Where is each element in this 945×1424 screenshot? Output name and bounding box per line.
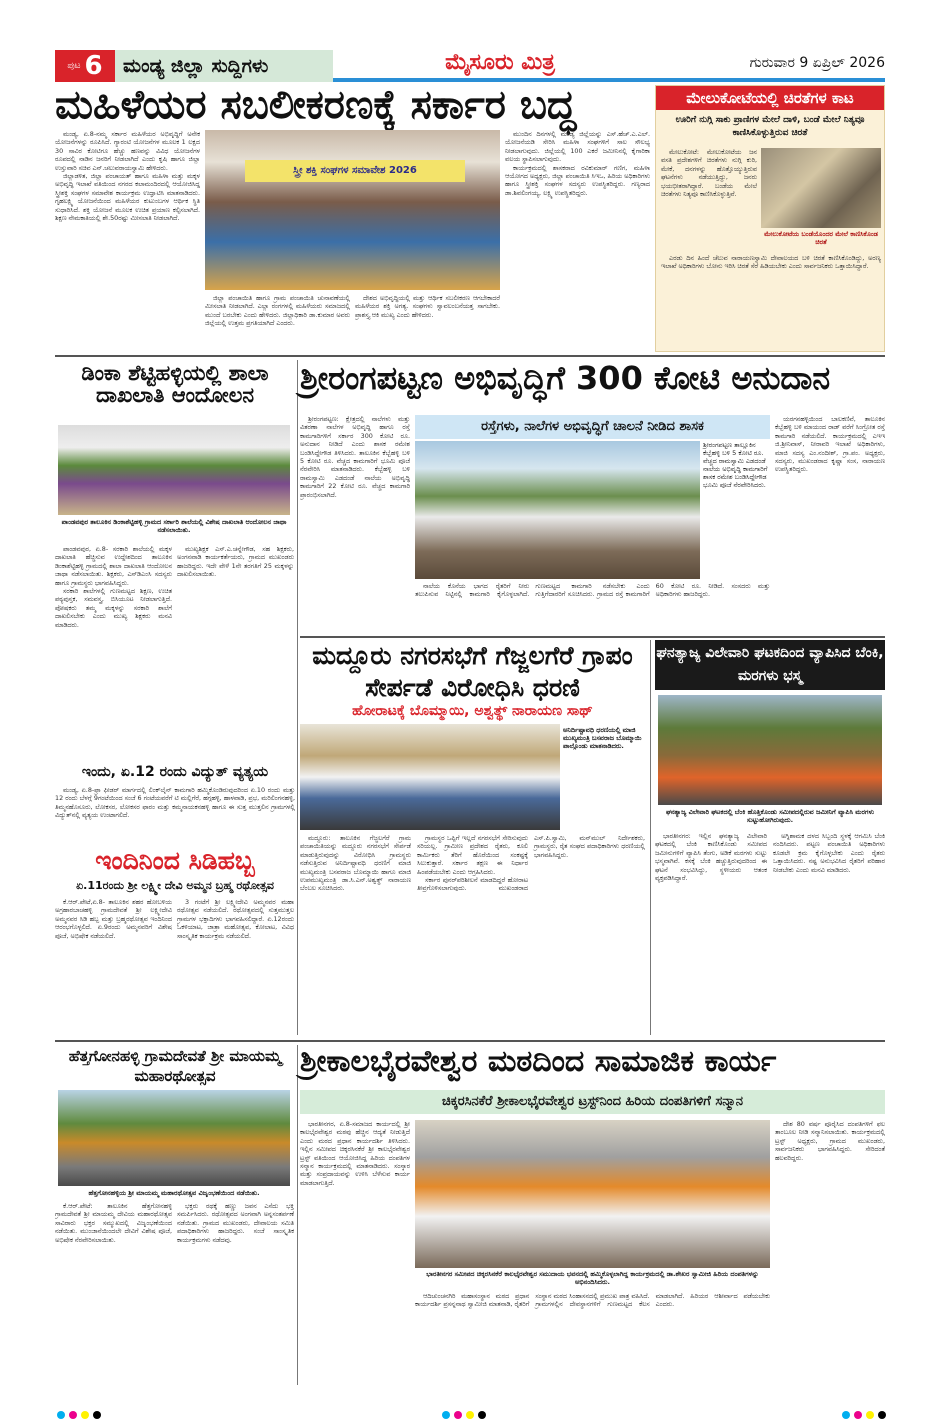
leopard-story [655, 85, 885, 352]
dinka-photo [58, 425, 290, 515]
dinka-headline: ಡಿಂಕಾ ಶೆಟ್ಟಿಹಳ್ಳಿಯಲ್ಲಿ ಶಾಲಾ ದಾಖಲಾತಿ ಆಂದೋಲನ [81, 361, 269, 408]
page-number-badge [55, 50, 115, 82]
maddur-subhead: ಹೋರಾಟಕ್ಕೆ ಬೊಮ್ಮಾಯಿ, ಅಶ್ವತ್ಥ್ ನಾರಾಯಣ ಸಾಥ್ [352, 703, 593, 719]
page-label: ಪುಟ [67, 61, 81, 71]
lead-body: ಮಂಡ್ಯ, ಏ.8-ನಮ್ಮ ಸರ್ಕಾರ ಮಹಿಳೆಯರ ಅಭಿವೃದ್ಧಿಗೆ ಅನೇಕ ಯೋಜನೆಗಳನ್ನು ರೂಪಿಸಿದೆ. ಗ್ಯಾರಂಟಿ ಯೋಜನೆಗಳ ಮೂಲಕ 1 ಲಕ್ಷದ 30 ಸಾವಿರ ಕೋಟಿಗೂ ಹೆಚ್ಚು ಹಣವನ್ನು ವಿವಿಧ ಯೋಜನೆಗಳ ರೂಪದಲ್ಲಿ ನಾಡಿನ ಜನರಿಗೆ ನೀಡಲಾಗಿದೆ ಎಂದು ಕೃಷಿ ಹಾಗೂ ಜಿಲ್ಲಾ ಉಸ್ತುವಾರಿ ಸಚಿವ ಎನ್.ಚಲುವರಾಯಸ್ವಾಮಿ ಹೇಳಿದರು. ಜಿಲ್ಲಾಡಳಿತ, ಜಿಲ್ಲಾ ಪಂಚಾಯತ್ ಹಾಗೂ ಮಹಿಳಾ ಮತ್ತು ಮಕ್ಕಳ ಅಭಿವೃದ್ಧಿ ಇಲಾಖೆ ವತಿಯಿಂದ ನಗರದ ಕಲಾಮಂದಿರದಲ್ಲಿ ಆಯೋಜಿಸಿದ್ದ ಸ್ತ್ರೀಶಕ್ತಿ ಸಂಘಗಳ ಸಮಾವೇಶ ಕಾರ್ಯಕ್ರಮ ಉದ್ಘಾಟಿಸಿ ಮಾತನಾಡಿದರು. ಗೃಹಲಕ್ಷ್ಮಿ ಯೋಜನೆಯಿಂದ ಮಹಿಳೆಯರ ಕುಟುಂಬಗಳ ಆರ್ಥಿಕ ಸ್ಥಿತಿ ಸುಧಾರಿಸಿದೆ. ಶಕ್ತಿ ಯೋಜನೆ ಮೂಲಕ ಉಚಿತ ಪ್ರಯಾಣ ಕಲ್ಪಿಸಲಾಗಿದೆ. ಶಿಕ್ಷಣ ನೇಮಕಾತಿಯಲ್ಲಿ ಶೇ.50ರಷ್ಟು ಮೀಸಲಾತಿ ನೀಡಲಾಗಿದೆ. [55, 130, 200, 223]
sidi-body: ಕೆ.ಆರ್.ಪೇಟೆ,ಏ.8- ತಾಲೂಕಿನ ಶಹರ ಹೋಬಳಿಯ ಅಗ್ರಹಾರಬಾಚಹಳ್ಳಿ ಗ್ರಾಮದೇವತೆ ಶ್ರೀ ಲಕ್ಷ್ಮೀದೇವಿ ಅಮ್ಮನವರ ಸಿಡಿ ಹಬ್ಬ ಮತ್ತು ಬ್ರಹ್ಮರಥೋತ್ಸವ ಇಂದಿನಿಂದ ಆರಂಭಗೊಳ್ಳಲಿದೆ. ಏ.9ರಂದು ಅಮ್ಮನವರಿಗೆ ವಿಶೇಷ ಪೂಜೆ, ಅಭಿಷೇಕ ನಡೆಯಲಿದೆ. [55, 898, 172, 940]
leopard-photo [761, 148, 881, 228]
lead-body-2: ಜಿಲ್ಲಾ ಪಂಚಾಯಿತಿ ಹಾಗೂ ಗ್ರಾಮ ಪಂಚಾಯಿತಿ ಚುನಾವಣೆಯಲ್ಲಿ ಮೀಸಲಾತಿ ನೀಡಲಾಗಿದೆ. ಎಲ್ಲಾ ರಂಗಗಳಲ್ಲಿ ಮಹಿಳೆಯರು ಸಮಾಜದಲ್ಲಿ ಮುಂದೆ ಬರಬೇಕು ಎಂದು ಹೇಳಿದರು. ಜಿಲ್ಲಾಧಿಕಾರಿ ಡಾ.ಕುಮಾರ ಅವರು ಜಿಲ್ಲೆಯಲ್ಲಿ ಉತ್ತಮ ಪ್ರಗತಿಯಾಗಿದೆ ಎಂದರು. [205, 294, 350, 328]
mayamma-body-2: ಭಕ್ತರು ರಥಕ್ಕೆ ಹಣ್ಣು ಜವನ ಎಸೆದು ಭಕ್ತಿ ಸಮರ್ಪಿಸಿದರು. ರಥೋತ್ಸವದ ಅಂಗವಾಗಿ ಅನ್ನಸಂತರ್ಪಣೆ ನಡೆಯಿತು. ಗ್ರಾಮದ ಮುಖಂಡರು, ದೇವಾಲಯ ಸಮಿತಿ ಪದಾಧಿಕಾರಿಗಳು ಹಾಜರಿದ್ದರು. ಸಂಜೆ ಸಾಂಸ್ಕೃತಿಕ ಕಾರ್ಯಕ್ರಮಗಳು ನಡೆದವು. [177, 1202, 294, 1244]
srirangapatna-body-2: ನಾಲೆಯ ಕೊನೆಯ ಭಾಗದ ರೈತರಿಗೆ ನೀರು ತಲುಪಿಸುವ ನಿಟ್ಟಿನಲ್ಲಿ ಕಾಮಗಾರಿ ಕೈಗೊಳ್ಳಲಾಗಿದೆ. ಗುಣಮಟ್ಟದ ಕಾಮಗಾರಿ ನಡೆಸಬೇಕು ಎಂದು ಗುತ್ತಿಗೆದಾರರಿಗೆ ಸೂಚಿಸಿದರು. ಗ್ರಾಮದ ರಸ್ತೆ ಕಾಮಗಾರಿಗೆ 60 ಕೋಟಿ ರೂ. ನೀಡಿದೆ. ಸಂಸದರು ಮತ್ತು ಅಧಿಕಾರಿಗಳು ಹಾಜರಿದ್ದರು. [415, 582, 770, 599]
registration-marks [440, 1404, 488, 1423]
dinka-body-2: ಮುಖ್ಯಶಿಕ್ಷಕ ಎಸ್.ಎ.ಚನ್ನೇಗೌಡ, ಸಹ ಶಿಕ್ಷಕರು, ಅಂಗನವಾಡಿ ಕಾರ್ಯಕರ್ತೆಯರು, ಗ್ರಾಮದ ಮುಖಂಡರು ಹಾಜರಿದ್ದರು. ಇದೇ ವೇಳೆ 1ನೇ ತರಗತಿಗೆ 25 ಮಕ್ಕಳನ್ನು ದಾಖಲಿಸಲಾಯಿತು. [177, 545, 294, 579]
kalabhairava-headline: ಶ್ರೀಕಾಲಭೈರವೇಶ್ವರ ಮಠದಿಂದ ಸಾಮಾಜಿಕ ಕಾರ್ಯ [300, 1044, 777, 1079]
kalabhairava-caption: ಭಾರತೀನಗರ ಸಮೀಪದ ಚಿಕ್ಕರಸಿನಕೆರೆ ಕಾಲಭೈರವೇಶ್ವರ ಸಮುದಾಯ ಭವನದಲ್ಲಿ ಹಮ್ಮಿಕೊಳ್ಳಲಾಗಿದ್ದ ಕಾರ್ಯಕ್ರಮದಲ್ಲಿ ಡಾ.ಶೇಖರ ಸ್ವಾಮೀಜಿ ಹಿರಿಯ ದಂಪತಿಗಳನ್ನು ಅಭಿನಂದಿಸಿದರು. [426, 1270, 759, 1286]
registration-marks [55, 1404, 103, 1423]
srirangapatna-photo [415, 441, 700, 579]
maddur-body: ಮದ್ದೂರು: ತಾಲೂಕಿನ ಗೆಜ್ಜಲಗೆರೆ ಗ್ರಾಮ ಪಂಚಾಯಿತಿಯನ್ನು ಮದ್ದೂರು ನಗರಸಭೆಗೆ ಸೇರ್ಪಡೆ ಮಾಡುತ್ತಿರುವುದನ್ನು ವಿರೋಧಿಸಿ ಗ್ರಾಮಸ್ಥರು ನಡೆಸುತ್ತಿರುವ ಅನಿರ್ದಿಷ್ಟಾವಧಿ ಧರಣಿಗೆ ಮಾಜಿ ಮುಖ್ಯಮಂತ್ರಿ ಬಸವರಾಜ ಬೊಮ್ಮಾಯಿ ಹಾಗೂ ಮಾಜಿ ಉಪಮುಖ್ಯಮಂತ್ರಿ ಡಾ.ಸಿ.ಎನ್.ಅಶ್ವತ್ಥ್ ನಾರಾಯಣ ಬೆಂಬಲ ಸೂಚಿಸಿದರು. ಗ್ರಾಮಸ್ಥರ ಒಪ್ಪಿಗೆ ಇಲ್ಲದೆ ನಗರಸಭೆಗೆ ಸೇರಿಸುವುದು ಸರಿಯಲ್ಲ. ಗ್ರಾಮೀಣ ಪ್ರದೇಶದ ರೈತರು, ಕೂಲಿ ಕಾರ್ಮಿಕರು ತೆರಿಗೆ ಹೊರೆಯಿಂದ ಸಂಕಷ್ಟಕ್ಕೆ ಸಿಲುಕುತ್ತಾರೆ. ಸರ್ಕಾರ ತಕ್ಷಣ ಈ ನಿರ್ಧಾರ ಹಿಂಪಡೆಯಬೇಕು ಎಂದು ಆಗ್ರಹಿಸಿದರು. ಸರ್ಕಾರ ಪುನರ್‌ಪರಿಶೀಲನೆ ಮಾಡದಿದ್ದರೆ ಹೋರಾಟ ತೀವ್ರಗೊಳಿಸಲಾಗುವುದು. ಮುಖಂಡರಾದ ಎಸ್.ಪಿ.ಸ್ವಾಮಿ, ಮನ್‌ಮುಲ್ ನಿರ್ದೇಶಕರು, ಗ್ರಾಮಸ್ಥರು, ರೈತ ಸಂಘದ ಪದಾಧಿಕಾರಿಗಳು ಧರಣಿಯಲ್ಲಿ ಭಾಗವಹಿಸಿದ್ದರು. [300, 834, 645, 893]
registration-marks [840, 1404, 888, 1423]
waste-body: ಭಾರತೀನಗರ: ಇಲ್ಲಿನ ಘನತ್ಯಾಜ್ಯ ವಿಲೇವಾರಿ ಘಟಕದಲ್ಲಿ ಬೆಂಕಿ ಕಾಣಿಸಿಕೊಂಡು ಸಮೀಪದ ಜಮೀನುಗಳಿಗೆ ವ್ಯಾಪಿಸಿ ತೆಂಗು, ಅಡಿಕೆ ಮರಗಳು ಸುಟ್ಟು ಭಸ್ಮವಾಗಿವೆ. ಕಸಕ್ಕೆ ಬೆಂಕಿ ಹಚ್ಚುತ್ತಿರುವುದರಿಂದ ಈ ಘಟನೆ ಸಂಭವಿಸಿದ್ದು, ಸ್ಥಳೀಯರು ಆತಂಕ ವ್ಯಕ್ತಪಡಿಸಿದ್ದಾರೆ. ಅಗ್ನಿಶಾಮಕ ದಳದ ಸಿಬ್ಬಂದಿ ಸ್ಥಳಕ್ಕೆ ಆಗಮಿಸಿ ಬೆಂಕಿ ನಂದಿಸಿದರು. ಪಟ್ಟಣ ಪಂಚಾಯಿತಿ ಅಧಿಕಾರಿಗಳು ಕೂಡಲೇ ಕ್ರಮ ಕೈಗೊಳ್ಳಬೇಕು ಎಂದು ರೈತರು ಒತ್ತಾಯಿಸಿದರು. ನಷ್ಟ ಅನುಭವಿಸಿದ ರೈತರಿಗೆ ಪರಿಹಾರ ನೀಡಬೇಕು ಎಂದು ಮನವಿ ಮಾಡಿದರು. [655, 832, 885, 883]
srirangapatna-subhead: ರಸ್ತೆಗಳು, ನಾಲೆಗಳ ಅಭಿವೃದ್ಧಿಗೆ ಚಾಲನೆ ನೀಡಿದ ಶಾಸಕ [415, 415, 770, 439]
kalabhairava-photo [415, 1120, 770, 1268]
mayamma-photo [58, 1090, 290, 1186]
column-rule [297, 360, 298, 1035]
dinka-caption: ಪಾಂಡವಪುರ ತಾಲೂಕಿನ ಡಿಂಕಾಶೆಟ್ಟಿಹಳ್ಳಿ ಗ್ರಾಮದ ಸರ್ಕಾರಿ ಶಾಲೆಯಲ್ಲಿ ವಿಶೇಷ ದಾಖಲಾತಿ ಆಂದೋಲನ ಜಾಥಾ ನಡೆಸಲಾಯಿತು. [61, 518, 287, 534]
sidi-subhead: ಏ.11ರಂದು ಶ್ರೀ ಲಕ್ಷ್ಮೀ ದೇವಿ ಅಮ್ಮನ ಬ್ರಹ್ಮ ರಥೋತ್ಸವ [76, 879, 274, 892]
divider [55, 1040, 885, 1042]
lead-body-3: ದೇಶದ ಅಭಿವೃದ್ಧಿಯಲ್ಲಿ ಮತ್ತು ಆರ್ಥಿಕ ಸಬಲೀಕರಣ ಆಗಬೇಕಾದರೆ ಮಹಿಳೆಯರ ಶಕ್ತಿ ಅಗತ್ಯ. ಸಂಘಗಳು ಸ್ವಾವಲಂಬನೆಯತ್ತ ಸಾಗಬೇಕು. ಪ್ರಾಶಸ್ತ್ಯ ಆಕಿ ಮುಖ್ಯ ಎಂದು ಹೇಳಿದರು. [355, 294, 500, 319]
power-headline: ಇಂದು, ಏ.12 ರಂದು ವಿದ್ಯುತ್ ವ್ಯತ್ಯಯ [81, 764, 269, 780]
column-rule [650, 640, 651, 1035]
waste-headline: ಘನತ್ಯಾಜ್ಯ ವಿಲೇವಾರಿ ಘಟಕದಿಂದ ವ್ಯಾಪಿಸಿದ ಬೆಂಕಿ, ಮರಗಳು ಭಸ್ಮ [655, 640, 885, 690]
waste-photo [658, 695, 882, 805]
mayamma-body: ಕೆ.ಆರ್.ಪೇಟೆ: ತಾಲೂಕಿನ ಹೆತ್ತಗೋನಹಳ್ಳಿ ಗ್ರಾಮದೇವತೆ ಶ್ರೀ ಮಾಯಮ್ಮ ದೇವಿಯ ಮಹಾರಥೋತ್ಸವ ಸಾವಿರಾರು ಭಕ್ತರ ಸಮ್ಮುಖದಲ್ಲಿ ವಿಜೃಂಭಣೆಯಿಂದ ನಡೆಯಿತು. ಮುಂಜಾನೆಯಿಂದಲೇ ದೇವಿಗೆ ವಿಶೇಷ ಪೂಜೆ, ಅಭಿಷೇಕ ನೆರವೇರಿಸಲಾಯಿತು. [55, 1202, 172, 1244]
section-title: ಮಂಡ್ಯ ಜಿಲ್ಲಾ ಸುದ್ದಿಗಳು [115, 50, 333, 82]
divider [55, 355, 885, 357]
srirangapatna-body: ಶ್ರೀರಂಗಪಟ್ಟಣ: ಕ್ಷೇತ್ರದಲ್ಲಿ ನಾಲೆಗಳು ಮತ್ತು ವಿತರಣಾ ನಾಲೆಗಳ ಅಭಿವೃದ್ಧಿ ಹಾಗೂ ರಸ್ತೆ ಕಾಮಗಾರಿಗಳಿಗೆ ಸರ್ಕಾರ 300 ಕೋಟಿ ರೂ. ಅನುದಾನ ನೀಡಿದೆ ಎಂದು ಶಾಸಕ ರಮೇಶ ಬಂಡಿಸಿದ್ದೇಗೌಡ ತಿಳಿಸಿದರು. ತಾಲೂಕಿನ ಕೆಬ್ಬೆಹಳ್ಳಿ ಬಳಿ 5 ಕೋಟಿ ರೂ. ವೆಚ್ಚದ ಕಾಮಗಾರಿಗೆ ಭೂಮಿ ಪೂಜೆ ನೆರವೇರಿಸಿ ಮಾತನಾಡಿದರು. ಕೆಬ್ಬೆಹಳ್ಳಿ ಬಳಿ ರಾಮಸ್ವಾಮಿ ಎಡದಂಡೆ ನಾಲೆಯ ಅಭಿವೃದ್ಧಿ ಕಾಮಗಾರಿಗೆ 22 ಕೋಟಿ ರೂ. ವೆಚ್ಚದ ಕಾಮಗಾರಿ ಪ್ರಾರಂಭಿಸಲಾಗಿದೆ. [300, 415, 410, 499]
dinka-body: ಪಾಂಡವಪುರ, ಏ.8- ಸರಕಾರಿ ಶಾಲೆಯಲ್ಲಿ ಮಕ್ಕಳ ದಾಖಲಾತಿ ಹೆಚ್ಚಿಸುವ ಉದ್ದೇಶದಿಂದ ತಾಲೂಕಿನ ಡಿಂಕಾಶೆಟ್ಟಿಹಳ್ಳಿ ಗ್ರಾಮದಲ್ಲಿ ಶಾಲಾ ದಾಖಲಾತಿ ಆಂದೋಲನ ಜಾಥಾ ನಡೆಸಲಾಯಿತು. ಶಿಕ್ಷಕರು, ಎಸ್‌ಡಿಎಂಸಿ ಸದಸ್ಯರು ಹಾಗೂ ಗ್ರಾಮಸ್ಥರು ಭಾಗವಹಿಸಿದ್ದರು. ಸರಕಾರಿ ಶಾಲೆಗಳಲ್ಲಿ ಗುಣಮಟ್ಟದ ಶಿಕ್ಷಣ, ಉಚಿತ ಪಠ್ಯಪುಸ್ತಕ, ಸಮವಸ್ತ್ರ, ಬಿಸಿಯೂಟ ನೀಡಲಾಗುತ್ತಿದೆ. ಪೋಷಕರು ತಮ್ಮ ಮಕ್ಕಳನ್ನು ಸರಕಾರಿ ಶಾಲೆಗೆ ದಾಖಲಿಸಬೇಕು ಎಂದು ಮುಖ್ಯ ಶಿಕ್ಷಕರು ಮನವಿ ಮಾಡಿದರು. [55, 545, 172, 629]
lead-photo [205, 130, 500, 290]
kalabhairava-body-2: ಆದಿಚುಂಚನಗಿರಿ ಮಹಾಸಂಸ್ಥಾನ ಮಠದ ಪ್ರಧಾನ ಕಾರ್ಯದರ್ಶಿ ಪ್ರಸನ್ನನಾಥ ಸ್ವಾಮೀಜಿ ಮಾತನಾಡಿ, ರೈತರಿಗೆ ಸಂಸ್ಥಾನ ಮಠದ ಸಿಂಹಾಸನದಲ್ಲಿ ಪ್ರಮುಖ ಪಾತ್ರ ವಹಿಸಿದೆ. ಗ್ರಾಮಗಳಲ್ಲಿನ ದೇವಸ್ಥಾನಗಳಿಗೆ ಗುಣಮಟ್ಟದ ಕೆಲಸ ಮಾಡಲಾಗಿದೆ. ಹಿರಿಯರ ಆಶೀರ್ವಾದ ಪಡೆಯಬೇಕು ಎಂದರು. [415, 1292, 770, 1309]
kalabhairava-subhead: ಚಿಕ್ಕರಸಿನಕೆರೆ ಶ್ರೀಕಾಲಭೈರವೇಶ್ವರ ಟ್ರಸ್ಟ್‌ನಿಂದ ಹಿರಿಯ ದಂಪತಿಗಳಿಗೆ ಸನ್ಮಾನ [300, 1090, 885, 1114]
leopard-caption: ಮೇಲುಕೋಟೆಯ ಬಂಡೆಯೊಂದರ ಮೇಲೆ ಕಾಣಿಸಿಕೊಂಡ ಚಿರತೆ [764, 230, 878, 246]
issue-date: ಗುರುವಾರ 9 ಏಪ್ರಿಲ್ 2026 [749, 55, 885, 71]
mayamma-caption: ಹೆತ್ತಗೋನಹಳ್ಳಿಯ ಶ್ರೀ ಮಾಯಮ್ಮ ಮಹಾರಥೋತ್ಸವ ವಿಜೃಂಭಣೆಯಿಂದ ನಡೆಯಿತು. [88, 1189, 260, 1197]
power-body: ಮಂಡ್ಯ, ಏ.8-ಫ್ರಾ ಫೀಡರ್ ಮಾರ್ಗದಲ್ಲಿ ಲಿಂಕ್‌ಲೈನ್ ಕಾಮಗಾರಿ ಹಮ್ಮಿಕೊಂಡಿರುವುದರಿಂದ ಏ.10 ರಂದು ಮತ್ತು 12 ರಂದು ಬೆಳಗ್ಗೆ 9ಗಂಟೆಯಿಂದ ಸಂಜೆ 6 ಗಂಟೆಯವರೆಗೆ ಟಿ ಮಲ್ಲಿಗೆರೆ, ಹಗ್ಗಹಳ್ಳಿ, ಹಾಳವಾಡಿ, ಪ್ರಭ, ಮರಿಲಿಂಗನಹಳ್ಳಿ, ತಿಮ್ಮನಹೊಸೂರು, ಲೋಕಸರ, ಲೋಕಸರ ಫಾರಂ ಮತ್ತು ಕಮ್ಮನಾಯಕನಹಳ್ಳಿ ಹಾಗೂ ಈ ಸುತ್ತ ಮುತ್ತಲಿನ ಗ್ರಾಮಗಳಲ್ಲಿ ವಿದ್ಯುತ್‌ನಲ್ಲಿ ವ್ಯತ್ಯಯ ಉಂಟಾಗಲಿದೆ. [55, 786, 295, 820]
leopard-headline: ಮೇಲುಕೋಟೆಯಲ್ಲಿ ಚಿರತೆಗಳ ಕಾಟ [656, 86, 884, 110]
srirangapatna-headline: ಶ್ರೀರಂಗಪಟ್ಟಣ ಅಭಿವೃದ್ಧಿಗೆ 300 ಕೋಟಿ ಅನುದಾನ [300, 359, 831, 397]
lead-headline: ಮಹಿಳೆಯರ ಸಬಲೀಕರಣಕ್ಕೆ ಸರ್ಕಾರ ಬದ್ಧ [55, 82, 576, 128]
leopard-subhead: ಊರಿಗೆ ನುಗ್ಗಿ ಸಾಕು ಪ್ರಾಣಿಗಳ ಮೇಲೆ ದಾಳಿ, ಬಂಡೆ ಮೇಲೆ ನಿತ್ಯವೂ ಕಾಣಿಸಿಕೊಳ್ಳುತ್ತಿರುವ ಚಿರತೆ [675, 115, 865, 138]
page-number: 6 [84, 51, 103, 81]
masthead-logo: ಮೈಸೂರು ಮಿತ್ರ [445, 50, 555, 75]
waste-caption: ಘನತ್ಯಾಜ್ಯ ವಿಲೇವಾರಿ ಘಟಕದಲ್ಲಿ ಬೆಂಕಿ ಹೊತ್ತಿಕೊಂಡು ಸಮೀಪದಲ್ಲಿರುವ ಜಮೀನಿಗೆ ವ್ಯಾಪಿಸಿ ಮರಗಳು ಸುಟ್ಟುಹೋಗಿರುವುದು. [665, 808, 875, 824]
divider [300, 636, 885, 638]
column-rule [297, 1045, 298, 1385]
leopard-body-2: ಎರಡು ದಿನ ಹಿಂದೆ ಚೆಲುವ ನಾರಾಯಣಸ್ವಾಮಿ ದೇವಾಲಯದ ಬಳಿ ಚಿರತೆ ಕಾಣಿಸಿಕೊಂಡಿದ್ದು, ಅರಣ್ಯ ಇಲಾಖೆ ಅಧಿಕಾರಿಗಳು ಬೋನು ಇರಿಸಿ ಚಿರತೆ ಸೆರೆ ಹಿಡಿಯಬೇಕು ಎಂದು ಸಾರ್ವಜನಿಕರು ಒತ್ತಾಯಿಸಿದ್ದಾರೆ. [661, 254, 881, 271]
maddur-photo [300, 724, 560, 830]
photo-banner-text: ಸ್ತ್ರೀ ಶಕ್ತಿ ಸಂಘಗಳ ಸಮಾವೇಶ 2026 [245, 160, 465, 182]
sidi-body-2: 3 ಗಂಟೆಗೆ ಶ್ರೀ ಲಕ್ಷ್ಮೀದೇವಿ ಅಮ್ಮನವರ ಮಹಾ ರಥೋತ್ಸವ ನಡೆಯಲಿದೆ. ರಥೋತ್ಸವದಲ್ಲಿ ಸುತ್ತಮುತ್ತಲ ಗ್ರಾಮಗಳ ಭಕ್ತಾದಿಗಳು ಭಾಗವಹಿಸಲಿದ್ದಾರೆ. ಏ.12ರಂದು ಓಕಳಿಯಾಟ, ಜಾತ್ರಾ ಮಹೋತ್ಸವ, ಕೋಲಾಟ, ವಿವಿಧ ಸಾಂಸ್ಕೃತಿಕ ಕಾರ್ಯಕ್ರಮ ನಡೆಯಲಿದೆ. [177, 898, 294, 940]
lead-body-4: ಮುಂದಿನ ದಿನಗಳಲ್ಲಿ ಮಂಡ್ಯ ಜಿಲ್ಲೆಯನ್ನು ಎಸ್.ಹೆಚ್.ಎ.ಎಲ್. ಯೋಜನೆಯಡಿ ಸೇರಿಸಿ ಮಹಿಳಾ ಸಂಘಗಳಿಗೆ ಸಾಲ ಸೌಲಭ್ಯ ನೀಡಲಾಗುವುದು. ಜಿಲ್ಲೆಯಲ್ಲಿ 100 ಎಕರೆ ಜಮೀನಿನಲ್ಲಿ ಕೈಗಾರಿಕಾ ವಲಯ ಸ್ಥಾಪಿಸಲಾಗುವುದು. ಕಾರ್ಯಕ್ರಮದಲ್ಲಿ ಶಾಸಕರಾದ ರವಿಕುಮಾರ್ ಗಣಿಗ, ಮಹಿಳಾ ಆಯೋಗದ ಅಧ್ಯಕ್ಷರು, ಜಿಲ್ಲಾ ಪಂಚಾಯಿತಿ ಸಿಇಒ, ಹಿರಿಯ ಅಧಿಕಾರಿಗಳು ಹಾಗೂ ಸ್ತ್ರೀಶಕ್ತಿ ಸಂಘಗಳ ಸದಸ್ಯರು ಉಪಸ್ಥಿತರಿದ್ದರು. ಗಣ್ಯರಾದ ಡಾ.ಶಿವಲಿಂಗಯ್ಯ, ಲಕ್ಷ್ಮಿ ಉಪಸ್ಥಿತರಿದ್ದರು. [505, 130, 650, 197]
maddur-headline: ಮದ್ದೂರು ನಗರಸಭೆಗೆ ಗೆಜ್ಜಲಗೆರೆ ಗ್ರಾಪಂ ಸೇರ್ಪಡೆ ವಿರೋಧಿಸಿ ಧರಣಿ [312, 641, 633, 702]
srirangapatna-body-3: ಯರಗನಹಳ್ಳಿಯಿಂದ ಬಾಲಕಣಿವೆ, ತಾಲೂಕಿನ ಕೆಬ್ಬೆಹಳ್ಳಿ ಬಳಿ ಮಾಯಂದ ರಾಡ್ ವರೆಗೆ ಸಿಂಗ್ರೋತ ರಸ್ತೆ ಕಾಮಗಾರಿ ನಡೆಯಲಿದೆ. ಕಾರ್ಯಕ್ರಮದಲ್ಲಿ ಎಇಇ ಜಿ.ಶ್ರೀನಿವಾಸ್, ನೀರಾವರಿ ಇಲಾಖೆ ಅಧಿಕಾರಿಗಳು, ಮಾಜಿ ಸದಸ್ಯ ಎಂ.ನಂದೀಶ್, ಗ್ರಾ.ಪಂ. ಅಧ್ಯಕ್ಷರು, ಸದಸ್ಯರು, ಮುಖಂಡರಾದ ಕೃಷ್ಣಾ ಸಂಸ, ನಾರಾಯಣ ಉಪಸ್ಥಿತರಿದ್ದರು. [775, 415, 885, 474]
kalabhairava-body: ಭಾರತೀನಗರ, ಏ.8-ಸಮಾಜದ ಕಾರ್ಯದಲ್ಲಿ ಶ್ರೀ ಕಾಲಭೈರವೇಶ್ವರ ಮಠವು ಹೆಚ್ಚಿನ ಆದ್ಯತೆ ನೀಡುತ್ತಿದೆ ಎಂದು ಮಠದ ಪ್ರಧಾನ ಕಾರ್ಯದರ್ಶಿ ತಿಳಿಸಿದರು. ಇಲ್ಲಿನ ಸಮೀಪದ ಚಿಕ್ಕರಸಿನಕೆರೆ ಶ್ರೀ ಕಾಲಭೈರವೇಶ್ವರ ಟ್ರಸ್ಟ್ ವತಿಯಿಂದ ಆಯೋಜಿಸಿದ್ದ ಹಿರಿಯ ದಂಪತಿಗಳ ಸನ್ಮಾನ ಕಾರ್ಯಕ್ರಮದಲ್ಲಿ ಮಾತನಾಡಿದರು. ಸಂಸ್ಕಾರ ಮತ್ತು ಸಂಪ್ರದಾಯವನ್ನು ಉಳಿಸಿ ಬೆಳೆಸುವ ಕಾರ್ಯ ಮಾಡಲಾಗುತ್ತಿದೆ. [300, 1120, 410, 1187]
srirangapatna-caption: ಶ್ರೀರಂಗಪಟ್ಟಣ ತಾಲ್ಲೂಕಿನ ಕೆಬ್ಬೆಹಳ್ಳಿ ಬಳಿ 5 ಕೋಟಿ ರೂ. ವೆಚ್ಚದ ರಾಮಸ್ವಾಮಿ ಎಡದಂಡೆ ನಾಲೆಯ ಅಭಿವೃದ್ಧಿ ಕಾಮಗಾರಿಗೆ ಶಾಸಕ ರಮೇಶ ಬಂಡಿಸಿದ್ದೇಗೌಡ ಭೂಮಿ ಪೂಜೆ ನೆರವೇರಿಸಿದರು. [703, 441, 768, 489]
leopard-body: ಮೇಲುಕೋಟೆ: ಮೇಲುಕೋಟೆಯ ಜನ ವಸತಿ ಪ್ರದೇಶಗಳಿಗೆ ಚಿರತೆಗಳು ನುಗ್ಗಿ ಕುರಿ, ಮೇಕೆ, ದನಗಳನ್ನು ಹೊತ್ತೊಯ್ಯುತ್ತಿರುವ ಘಟನೆಗಳು ನಡೆಯುತ್ತಿದ್ದು, ಜನರು ಭಯಭೀತರಾಗಿದ್ದಾರೆ. ಬಂಡೆಯ ಮೇಲೆ ಚಿರತೆಗಳು ನಿತ್ಯವೂ ಕಾಣಿಸಿಕೊಳ್ಳುತ್ತಿವೆ. [661, 148, 757, 199]
sidi-headline: ಇಂದಿನಿಂದ ಸಿಡಿಹಬ್ಬ [95, 846, 255, 875]
mayamma-headline: ಹೆತ್ತಗೋನಹಳ್ಳಿ ಗ್ರಾಮದೇವತೆ ಶ್ರೀ ಮಾಯಮ್ಮ ಮಹಾರಥೋತ್ಸವ [68, 1047, 282, 1085]
kalabhairava-body-3: ದೇಶ 80 ವರ್ಷ ಪೂರೈಸಿದ ದಂಪತಿಗಳಿಗೆ ಫಲ ತಾಂಬೂಲ ನೀಡಿ ಸನ್ಮಾನಿಸಲಾಯಿತು. ಕಾರ್ಯಕ್ರಮದಲ್ಲಿ ಟ್ರಸ್ಟ್ ಅಧ್ಯಕ್ಷರು, ಗ್ರಾಮದ ಮುಖಂಡರು, ಸಾರ್ವಜನಿಕರು ಭಾಗವಹಿಸಿದ್ದರು. ಸೇರಿದಂತೆ ಹಲವರಿದ್ದರು. [775, 1120, 885, 1162]
maddur-caption: ಅನಿರ್ದಿಷ್ಟಾವಧಿ ಧರಣಿಯಲ್ಲಿ ಮಾಜಿ ಮುಖ್ಯಮಂತ್ರಿ ಬಸವರಾಜ ಬೊಮ್ಮಾಯಿ ಪಾಲ್ಗೊಂಡು ಮಾತನಾಡಿದರು. [563, 726, 642, 750]
